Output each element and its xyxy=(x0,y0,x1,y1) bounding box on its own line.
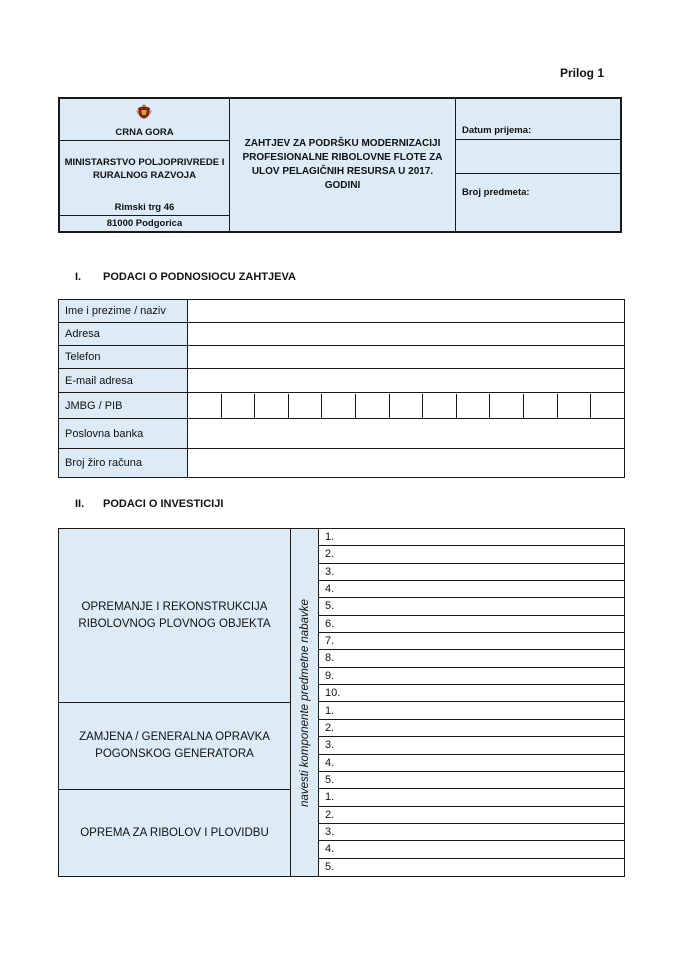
component-row[interactable]: 4. xyxy=(319,581,624,598)
digit-box[interactable] xyxy=(288,394,322,418)
name-field[interactable] xyxy=(188,300,625,323)
digit-box[interactable] xyxy=(254,394,288,418)
address-field[interactable] xyxy=(188,323,625,346)
component-row[interactable]: 1. xyxy=(319,789,624,806)
montenegro-coat-of-arms-icon xyxy=(135,103,153,123)
digit-box[interactable] xyxy=(321,394,355,418)
digit-box[interactable] xyxy=(355,394,389,418)
vertical-label: navesti komponente predmetne nabavke xyxy=(298,598,311,807)
digit-box[interactable] xyxy=(523,394,557,418)
form-title: ZAHTJEV ZA PODRŠKU MODERNIZACIJI PROFESIONALNE RIBOLOVNE FLOTE ZA ULOV PELAGIČNIH RESURSA U 2017. GODINI xyxy=(230,99,456,231)
section2-heading: II. PODACI O INVESTICIJI xyxy=(75,498,224,510)
received-date-label: Datum prijema: xyxy=(462,125,532,136)
applicant-table xyxy=(58,299,625,478)
component-row[interactable]: 2. xyxy=(319,546,624,563)
field-label: Adresa xyxy=(59,323,188,346)
group-label: OPREMA ZA RIBOLOV I PLOVIDBU xyxy=(59,790,291,876)
table-row xyxy=(59,369,625,393)
component-row[interactable]: 6. xyxy=(319,616,624,633)
ministry-cell xyxy=(60,99,230,231)
bank-field[interactable] xyxy=(188,419,625,449)
table-row xyxy=(59,419,625,449)
registry-cell xyxy=(456,99,620,231)
country-name: CRNA GORA xyxy=(115,127,174,138)
form-header xyxy=(58,97,622,233)
phone-field[interactable] xyxy=(188,346,625,369)
digit-box[interactable] xyxy=(422,394,456,418)
component-row[interactable]: 3. xyxy=(319,737,624,754)
component-row[interactable]: 4. xyxy=(319,755,624,772)
item-rows xyxy=(319,529,624,876)
group-label: OPREMANJE I REKONSTRUKCIJA RIBOLOVNOG PLOVNOG OBJEKTA xyxy=(59,529,291,703)
field-label: Poslovna banka xyxy=(59,419,188,449)
component-row[interactable]: 2. xyxy=(319,720,624,737)
digit-box[interactable] xyxy=(221,394,255,418)
ministry-address: Rimski trg 46 xyxy=(114,202,175,213)
field-label: JMBG / PIB xyxy=(59,393,188,419)
field-label: Ime i prezime / naziv xyxy=(59,300,188,323)
vertical-label-column xyxy=(291,529,319,876)
field-label: Broj žiro računa xyxy=(59,449,188,478)
jmbg-pib-field[interactable] xyxy=(188,393,625,419)
case-number-label: Broj predmeta: xyxy=(462,187,530,198)
component-row[interactable]: 1. xyxy=(319,529,624,546)
table-row xyxy=(59,393,625,419)
digit-box[interactable] xyxy=(456,394,490,418)
account-number-field[interactable] xyxy=(188,449,625,478)
table-row xyxy=(59,346,625,369)
table-row xyxy=(59,449,625,478)
attachment-label: Prilog 1 xyxy=(560,66,605,80)
component-row[interactable]: 5. xyxy=(319,598,624,615)
component-row[interactable]: 5. xyxy=(325,860,335,873)
table-row xyxy=(59,323,625,346)
digit-box[interactable] xyxy=(557,394,591,418)
component-row[interactable]: 2. xyxy=(319,807,624,824)
digit-box[interactable] xyxy=(188,394,221,418)
ministry-city: 81000 Podgorica xyxy=(106,218,183,229)
component-row[interactable]: 9. xyxy=(319,668,624,685)
digit-box[interactable] xyxy=(489,394,523,418)
component-row[interactable]: 7. xyxy=(319,633,624,650)
section1-heading: I. PODACI O PODNOSIOCU ZAHTJEVA xyxy=(75,271,296,283)
component-row[interactable]: 8. xyxy=(319,650,624,667)
component-row[interactable]: 3. xyxy=(319,824,624,841)
component-row[interactable]: 3. xyxy=(319,564,624,581)
ministry-name: MINISTARSTVO POLJOPRIVREDE I RURALNOG RAZVOJA xyxy=(64,157,225,181)
component-row[interactable]: 4. xyxy=(319,841,624,858)
digit-box[interactable] xyxy=(389,394,423,418)
component-row[interactable]: 5. xyxy=(319,772,624,789)
investment-table xyxy=(58,528,625,877)
group-label: ZAMJENA / GENERALNA OPRAVKA POGONSKOG GENERATORA xyxy=(59,703,291,790)
email-field[interactable] xyxy=(188,369,625,393)
table-row xyxy=(59,300,625,323)
field-label: Telefon xyxy=(59,346,188,369)
digit-box[interactable] xyxy=(590,394,624,418)
field-label: E-mail adresa xyxy=(59,369,188,393)
component-row[interactable]: 1. xyxy=(319,703,624,720)
component-row[interactable]: 10. xyxy=(319,685,624,702)
